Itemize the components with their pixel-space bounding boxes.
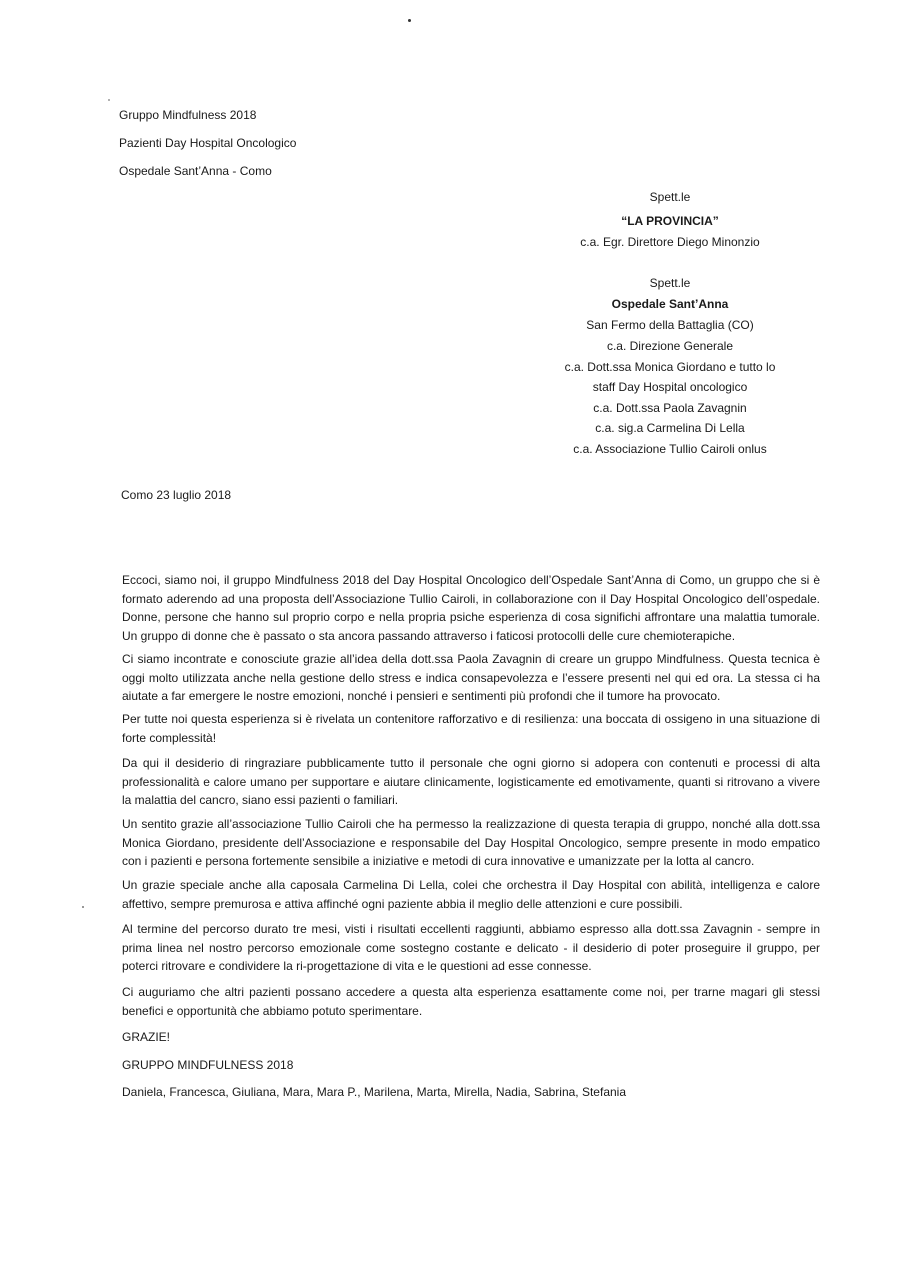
closing-group-name: GRUPPO MINDFULNESS 2018 [122,1058,294,1072]
recipient-address-line: c.a. Dott.ssa Paola Zavagnin [593,401,747,415]
body-paragraph: Per tutte noi questa esperienza si è rivelata un contenitore rafforzativo e di resilienza: una boccata di ossigeno in una situazione di forte complessità! [122,712,820,745]
body-paragraph: Ci auguriamo che altri pazienti possano accedere a questa alta esperienza esattamente come noi, per trarne magari gli stessi benefici e opportunità che abbiamo potuto sperimentare. [122,985,820,1018]
sender-hospital: Ospedale Sant’Anna - Como [119,164,272,178]
recipient-salutation: Spett.le [649,276,691,290]
recipient-address-line: c.a. Direzione Generale [606,339,734,353]
recipient-address-line: c.a. sig.a Carmelina Di Lella [595,421,745,435]
body-paragraph: Un grazie speciale anche alla caposala Carmelina Di Lella, colei che orchestra il Day Hospital con abilità, intelligenza e calore affettivo, sempre premurosa e attiva affinché ogni paziente abbia il meglio delle attenzioni e cure possibili. [122,878,820,911]
body-paragraph: Un sentito grazie all’associazione Tullio Cairoli che ha permesso la realizzazione di questa terapia di gruppo, nonché alla dott.ssa Monica Giordano, presidente dell’Associazione e responsabile del Day Hospital Oncologico, sempre presente in modo empatico con i pazienti e persona fortemente sensibile a iniziative e metodi di cura innovative e umanizzate per la lotta al cancro. [122,817,820,869]
closing-thanks: GRAZIE! [122,1030,171,1044]
recipient-name: “LA PROVINCIA” [621,214,719,228]
recipient-salutation: Spett.le [649,190,691,204]
body-paragraph: Ci siamo incontrate e conosciute grazie all’idea della dott.ssa Paola Zavagnin di creare un gruppo Mindfulness. Questa tecnica è oggi molto utilizzata anche nella gestione dello stress e indica consapevolezza e l’essere presenti nel qui ed ora. La stessa ci ha aiutate a far emergere le nostre emozioni, nonché i pensieri e sentimenti più profondi che il tumore ha provocato. [122,652,820,704]
recipient-address-line: staff Day Hospital oncologico [592,380,748,394]
recipient-attention: c.a. Egr. Direttore Diego Minonzio [580,235,760,249]
recipient-address-line: c.a. Dott.ssa Monica Giordano e tutto lo [564,360,776,374]
scan-speck [408,19,411,22]
sender-group-name: Gruppo Mindfulness 2018 [119,108,257,122]
recipient-address-line: San Fermo della Battaglia (CO) [586,318,754,332]
recipient-address-line: c.a. Associazione Tullio Cairoli onlus [573,442,767,456]
body-paragraph: Da qui il desiderio di ringraziare pubblicamente tutto il personale che ogni giorno si adopera con contenuti e processi di alta professionalità e calore umano per supportare e aiutare clinicamente, logisticamente ed emotivamente, quanti si ritrovano a vivere la malattia del cancro, siano essi pazienti o familiari. [122,756,820,808]
letter-date: Como 23 luglio 2018 [121,488,232,502]
recipient-name: Ospedale Sant’Anna [611,297,729,311]
scan-speck [108,99,110,101]
sender-department: Pazienti Day Hospital Oncologico [119,136,297,150]
body-paragraph: Eccoci, siamo noi, il gruppo Mindfulness 2018 del Day Hospital Oncologico dell’Ospedale Sant’Anna di Como, un gruppo che si è formato aderendo ad una proposta dell’Associazione Tullio Cairoli, in collaborazione con il Day Hospital Oncologico dell’ospedale. Donne, persone che hanno sul proprio corpo e nella propria psiche esperienza di cosa significhi affrontare una malattia tumorale. Un gruppo di donne che è passato o sta ancora passando attraverso i faticosi protocolli delle cure chemioterapiche. [122,573,820,643]
closing-signatories: Daniela, Francesca, Giuliana, Mara, Mara P., Marilena, Marta, Mirella, Nadia, Sabrina, Stefania [122,1085,627,1099]
body-paragraph: Al termine del percorso durato tre mesi, visti i risultati eccellenti raggiunti, abbiamo espresso alla dott.ssa Zavagnin - sempre in prima linea nel nostro percorso emozionale come sostegno costante e delicato - il desiderio di poter proseguire il gruppo, per poterci ritrovare e condividere la ri-progettazione di vita e le questioni ad esse connesse. [122,922,820,974]
scan-speck [82,906,84,908]
